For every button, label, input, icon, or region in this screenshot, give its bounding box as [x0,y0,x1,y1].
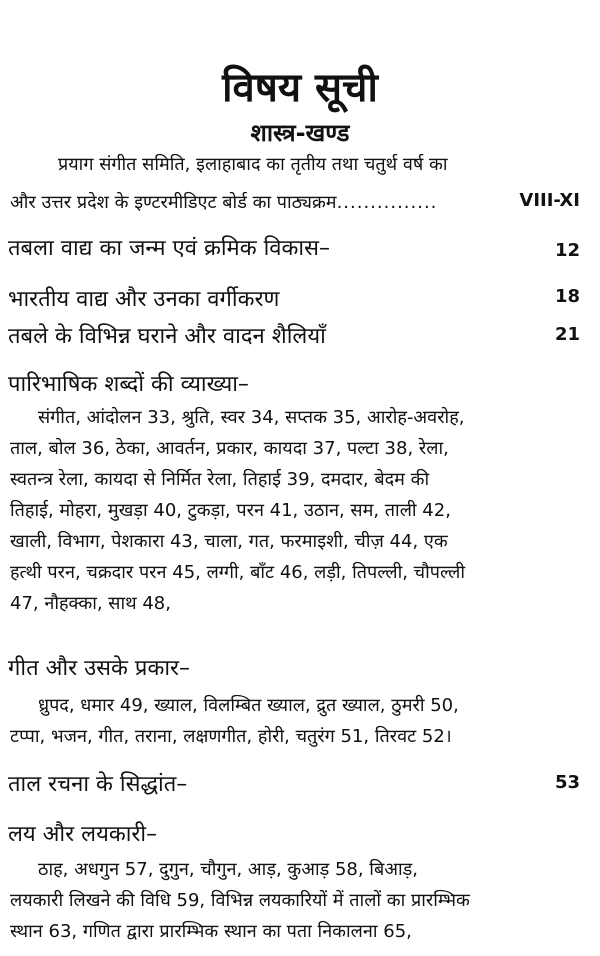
intro-line-2-text: और उत्तर प्रदेश के इण्टरमीडिएट बोर्ड का पाठ्यक्रम [10,192,337,213]
list-line: हत्थी परन, चक्रदार परन 45, लग्गी, बाँट 46, लड़ी, तिपल्ली, चौपल्ली [10,562,465,583]
list-line: संगीत, आंदोलन 33, श्रुति, स्वर 34, सप्तक 35, आरोह-अवरोह, [38,407,465,428]
section-heading: पारिभाषिक शब्दों की व्याख्या– [8,372,249,397]
list-line: लयकारी लिखने की विधि 59, विभिन्न लयकारियों में तालों का प्रारम्भिक [10,890,470,911]
list-line: खाली, विभाग, पेशकारा 43, चाला, गत, फरमाइशी, चीज़ 44, एक [10,531,448,552]
page-title: विषय सूची [222,65,378,111]
list-line: 47, नौहक्का, साथ 48, [10,593,171,614]
section-heading: भारतीय वाद्य और उनका वर्गीकरण [8,287,280,312]
section-page-number: 21 [554,324,580,345]
page-subtitle: शास्त्र-खण्ड [250,119,350,147]
intro-line-1: प्रयाग संगीत समिति, इलाहाबाद का तृतीय तथा चतुर्थ वर्ष का [58,154,448,175]
section-heading: ताल रचना के सिद्धांत– [8,772,188,797]
intro-page-number: VIII-XI [519,190,580,211]
paribhashik-list [10,402,588,619]
intro-line-2 [10,190,437,214]
section-page-number: 53 [554,772,580,793]
list-line: स्वतन्त्र रेला, कायदा से निर्मित रेला, तिहाई 39, दमदार, बेदम की [10,469,430,490]
section-heading: तबले के विभिन्न घराने और वादन शैलियाँ [8,324,326,349]
section-heading: गीत और उसके प्रकार– [8,656,191,681]
list-line: ठाह, अधगुन 57, दुगुन, चौगुन, आड़, कुआड़ 58, बिआड़, [38,859,418,880]
list-line: ताल, बोल 36, ठेका, आवर्तन, प्रकार, कायदा 37, पल्टा 38, रेला, [10,438,449,459]
list-line: स्थान 63, गणित द्वारा प्रारम्भिक स्थान का पता निकालना 65, [10,921,412,942]
leader-dots: ............... [336,192,438,213]
section-heading: तबला वाद्य का जन्म एवं क्रमिक विकास– [8,236,330,261]
list-line: तिहाई, मोहरा, मुखड़ा 40, टुकड़ा, परन 41, उठान, सम, ताली 42, [10,500,451,521]
laya-list [10,854,588,947]
list-line: टप्पा, भजन, गीत, तराना, लक्षणगीत, होरी, चतुरंग 51, तिरवट 52। [10,726,452,747]
section-page-number: 18 [554,286,580,307]
list-line: ध्रुपद, धमार 49, ख्याल, विलम्बित ख्याल, द्रुत ख्याल, ठुमरी 50, [38,695,459,716]
geet-list [10,690,588,752]
section-heading: लय और लयकारी– [8,822,158,847]
section-page-number: 12 [554,240,580,261]
